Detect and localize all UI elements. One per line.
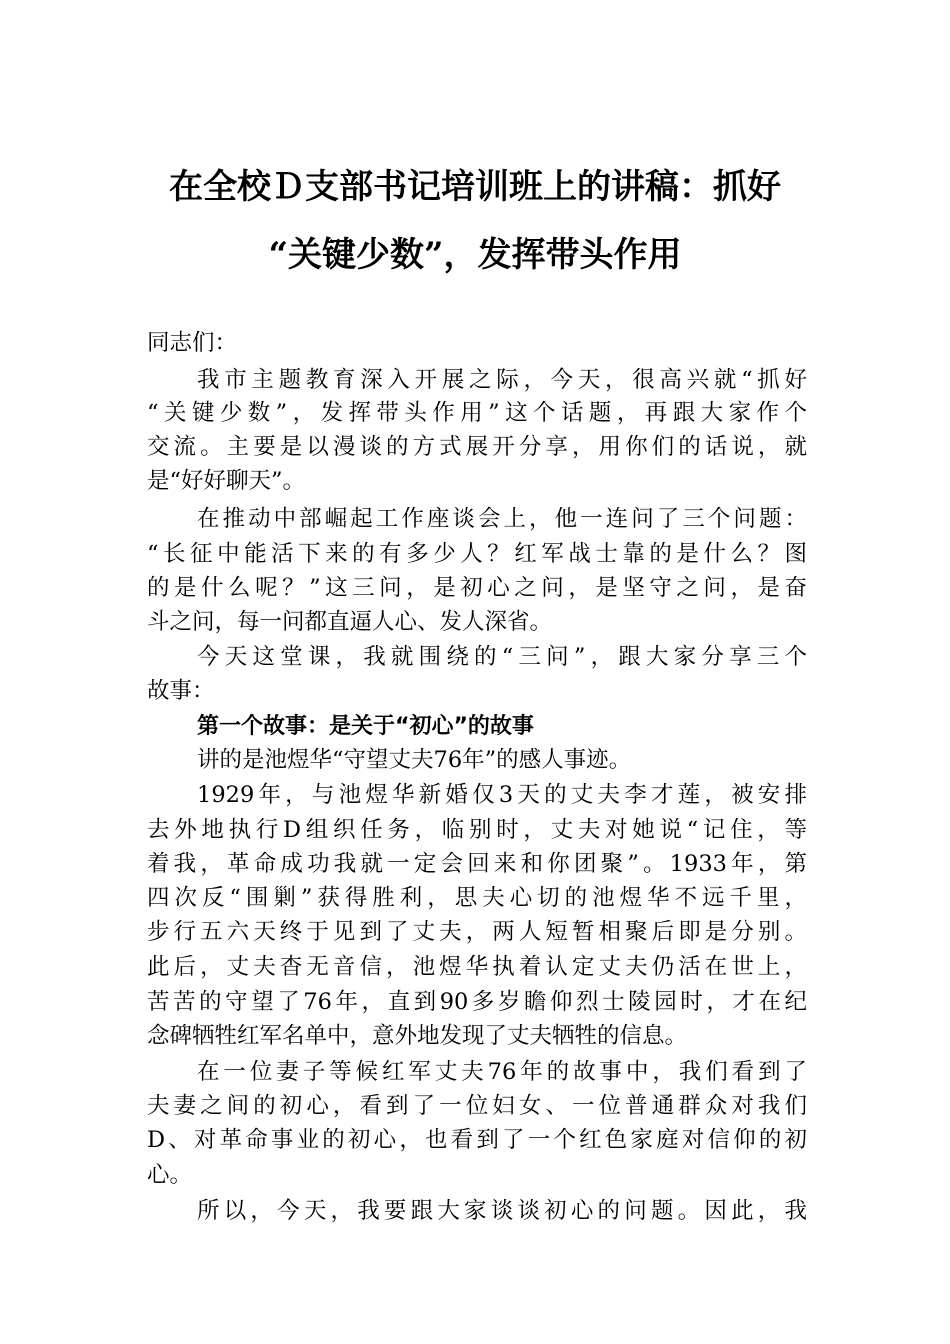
document-title-line-2: “关键少数”，发挥带头作用 <box>268 235 682 275</box>
paragraph-line: 心。 <box>147 1162 193 1188</box>
paragraph-line: 在推动中部崛起工作座谈会上，他一连问了三个问题： <box>197 506 807 532</box>
paragraph-line: 交流。主要是以漫谈的方式展开分享，用你们的话说，就 <box>147 434 807 460</box>
paragraph-line: 着我，革命成功我就一定会回来和你团聚”。1933年，第 <box>147 851 807 877</box>
paragraph-line: 此后，丈夫杳无音信，池煜华执着认定丈夫仍活在世上， <box>147 954 807 980</box>
paragraph-line: 在一位妻子等候红军丈夫76年的故事中，我们看到了 <box>197 1059 807 1085</box>
paragraph-line: 的是什么呢？”这三问，是初心之问，是坚守之问，是奋 <box>147 575 807 601</box>
paragraph-line: 苦苦的守望了76年，直到90多岁瞻仰烈士陵园时，才在纪 <box>147 989 807 1015</box>
paragraph-line: 四次反“围剿”获得胜利，思夫心切的池煜华不远千里， <box>147 885 807 911</box>
paragraph-line: 斗之问，每一问都直逼人心、发人深省。 <box>147 609 553 635</box>
section-heading: 第一个故事：是关于“初心”的故事 <box>197 714 534 739</box>
paragraph-line: “关键少数”，发挥带头作用”这个话题，再跟大家作个 <box>147 400 807 426</box>
paragraph-line: D、对革命事业的初心，也看到了一个红色家庭对信仰的初 <box>147 1127 807 1153</box>
paragraph-line: 步行五六天终于见到了丈夫，两人短暂相聚后即是分别。 <box>147 919 807 945</box>
paragraph-line: 念碑牺牲红军名单中，意外地发现了丈夫牺牲的信息。 <box>147 1023 688 1049</box>
paragraph-line: 故事： <box>147 678 215 704</box>
paragraph-line: 讲的是池煜华“守望丈夫76年”的感人事迹。 <box>197 747 632 773</box>
paragraph-line: 今天这堂课，我就围绕的“三问”，跟大家分享三个 <box>197 644 807 670</box>
paragraph-line: “长征中能活下来的有多少人？红军战士靠的是什么？图 <box>147 541 807 567</box>
paragraph-line: 是“好好聊天”。 <box>147 468 306 494</box>
paragraph-line: 所以，今天，我要跟大家谈谈初心的问题。因此，我 <box>197 1198 807 1224</box>
paragraph-line: 1929年，与池煜华新婚仅3天的丈夫李才莲，被安排 <box>197 782 807 808</box>
paragraph-line: 夫妻之间的初心，看到了一位妇女、一位普通群众对我们 <box>147 1093 807 1119</box>
document-title-line-1: 在全校Ｄ支部书记培训班上的讲稿：抓好 <box>169 167 781 207</box>
paragraph-line: 我市主题教育深入开展之际，今天，很高兴就“抓好 <box>197 367 807 393</box>
salutation: 同志们： <box>147 330 238 356</box>
paragraph-line: 去外地执行D组织任务，临别时，丈夫对她说“记住，等 <box>147 817 807 843</box>
